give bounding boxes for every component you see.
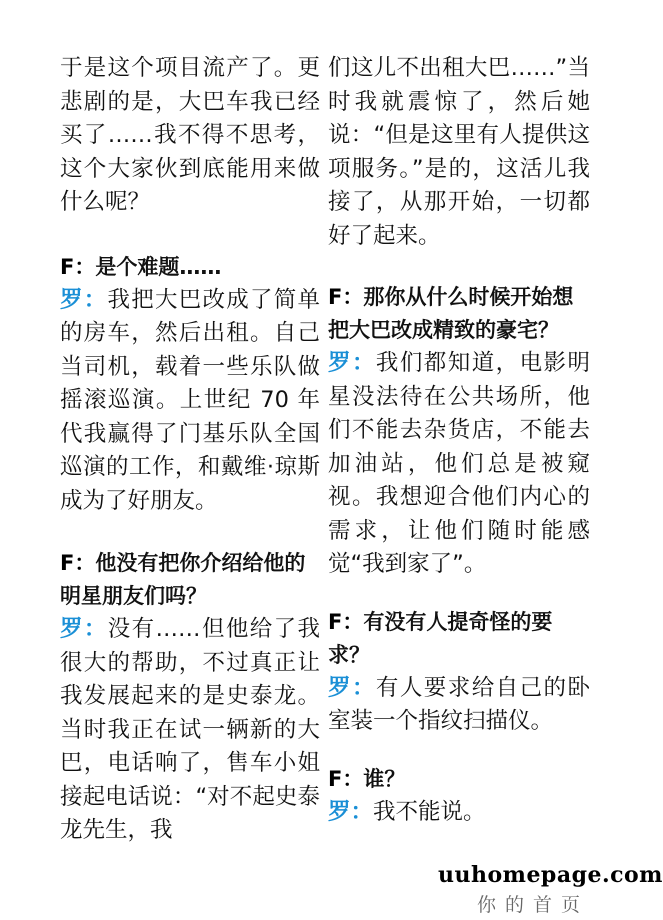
interviewer-prefix: F：	[60, 254, 96, 279]
spacer	[328, 739, 590, 763]
paragraph: 于是这个项目流产了。更悲剧的是，大巴车我已经买了……我不得不思考，这个大家伙到底能用来做什么呢？	[60, 55, 320, 215]
question-text: 有没有人提奇怪的要求？	[328, 609, 553, 667]
question	[328, 606, 590, 672]
question-text: 谁？	[363, 766, 406, 791]
spacer	[328, 253, 590, 281]
question	[328, 763, 590, 796]
watermark	[438, 862, 663, 917]
interviewer-prefix: F：	[328, 285, 364, 309]
question-text: 那你从什么时候开始想把大巴改成精致的豪宅？	[328, 285, 574, 342]
interviewee-prefix: 罗：	[60, 286, 108, 313]
watermark-caption: 你的首页	[476, 894, 589, 916]
answer-text: 有人要求给自己的卧室装一个指纹扫描仪。	[328, 674, 590, 734]
right-column	[328, 52, 590, 829]
answer	[60, 613, 320, 848]
answer	[328, 347, 590, 582]
interviewer-prefix: F：	[60, 551, 96, 575]
spacer	[328, 582, 590, 606]
answer-text: 我不能说。	[373, 798, 486, 825]
answer-text: 我们都知道，电影明星没法待在公共场所，他们不能去杂货店，不能去加油站，他们总是被窥视。我想迎合他们内心的需求，让他们随时能感觉“我到家了”。	[328, 350, 590, 577]
watermark-url: uuhomepage.com	[438, 862, 663, 888]
interviewee-prefix: 罗：	[328, 798, 374, 825]
question-text: 是个难题……	[95, 254, 222, 279]
answer	[60, 284, 320, 519]
spacer	[60, 518, 320, 547]
interviewer-prefix: F：	[328, 766, 364, 791]
question-text: 他没有把你介绍给他的明星朋友们吗？	[60, 551, 306, 608]
question	[60, 251, 320, 284]
spacer	[60, 220, 320, 251]
interviewee-prefix: 罗：	[60, 616, 108, 642]
interviewee-prefix: 罗：	[328, 350, 376, 376]
answer-text: 没有……但他给了我很大的帮助，不过真正让我发展起来的是史泰龙。当时我正在试一辆新的大巴，电话响了，售车小姐接起电话说：“对不起史泰龙先生，我	[60, 616, 320, 843]
interviewer-prefix: F：	[328, 609, 364, 634]
answer	[328, 672, 590, 739]
interviewee-prefix: 罗：	[328, 674, 376, 701]
left-column	[60, 52, 320, 848]
question	[60, 547, 320, 613]
question	[328, 281, 590, 347]
answer	[328, 796, 590, 830]
answer-text: 我把大巴改成了简单的房车，然后出租。自己当司机，载着一些乐队做摇滚巡演。上世纪 70 年代我赢得了门基乐队全国巡演的工作，和戴维·琼斯成为了好朋友。	[60, 286, 320, 514]
paragraph: 们这儿不出租大巴……”当时我就震惊了，然后她说：“但是这里有人提供这项服务。”是的，这活儿我接了，从那开始，一切都好了起来。	[328, 55, 590, 249]
